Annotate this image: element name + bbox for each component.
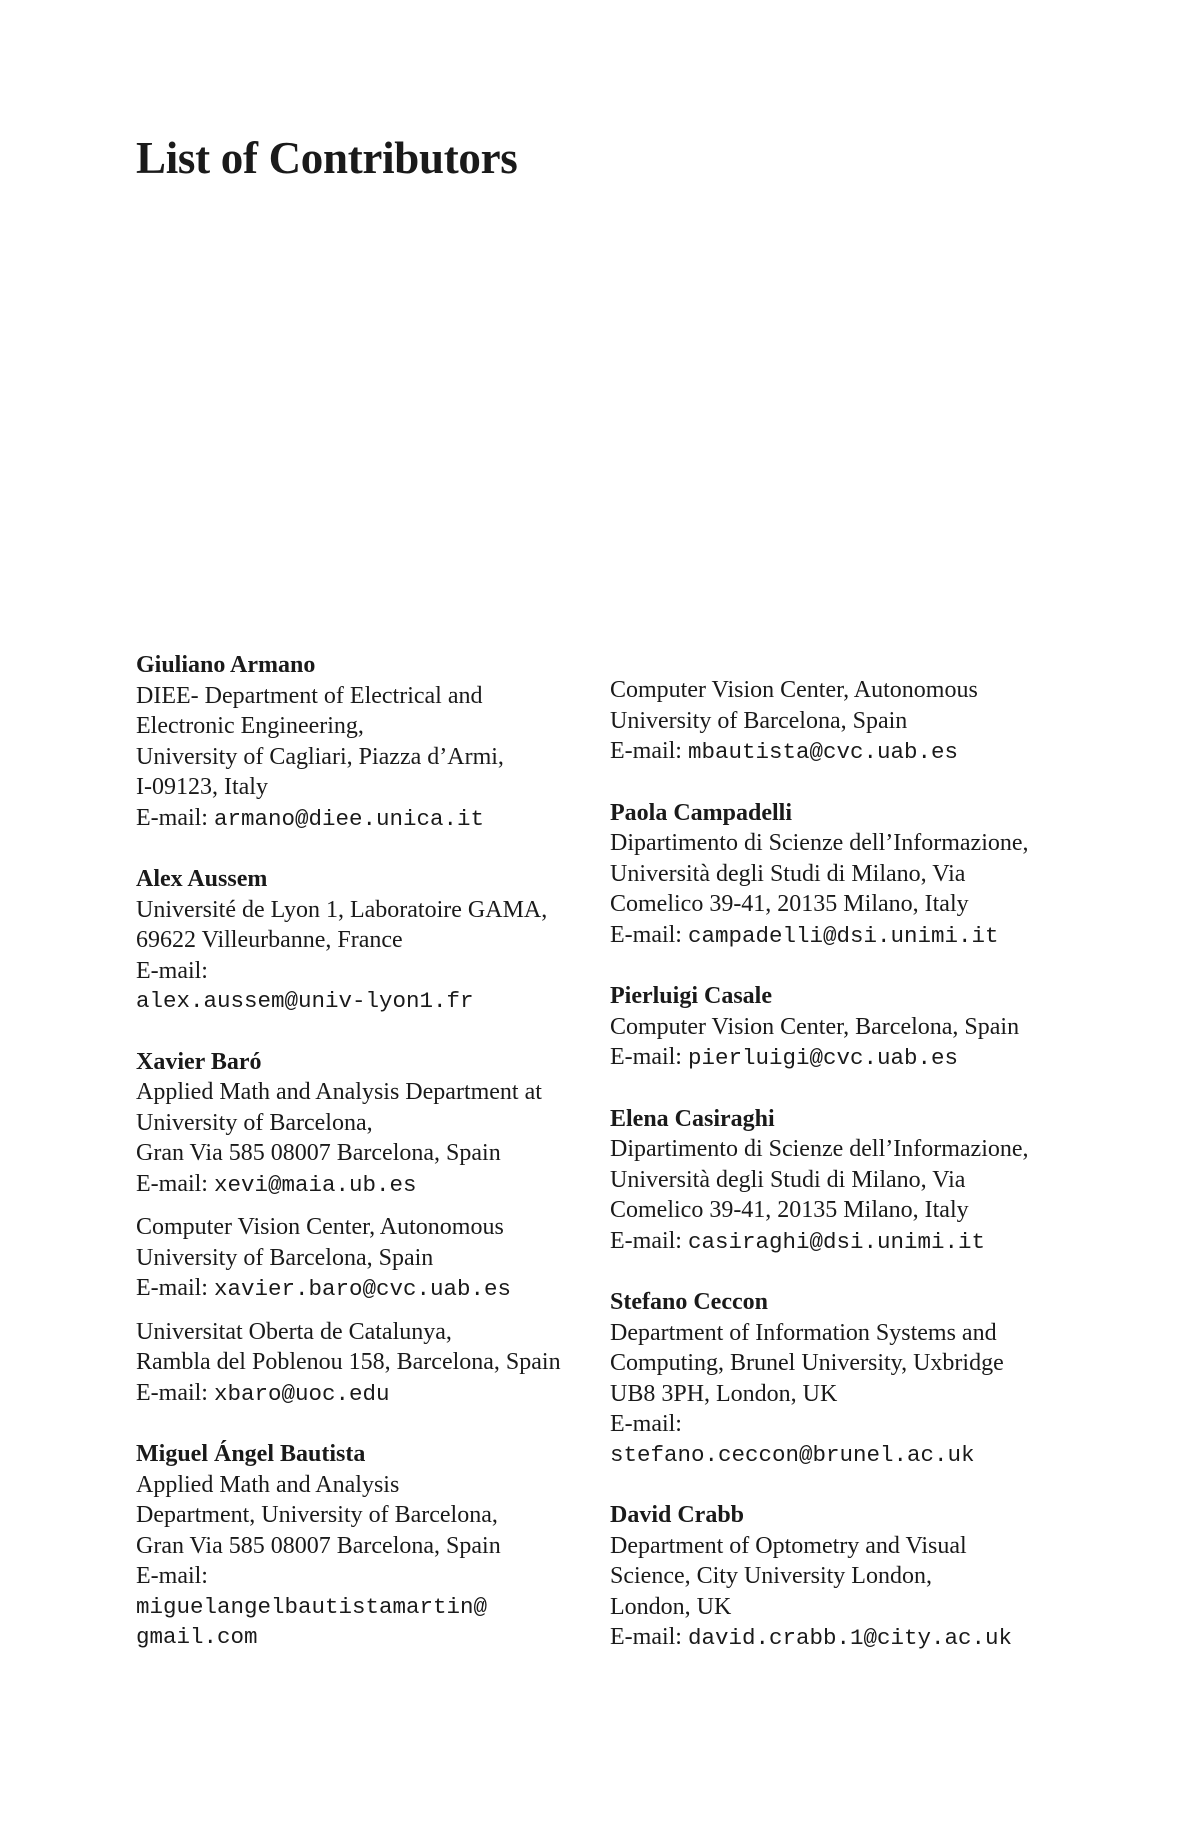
email-address: xevi@maia.ub.es <box>213 1171 417 1198</box>
email-address: casiraghi@dsi.unimi.it <box>687 1228 986 1255</box>
contributor-name: David Crabb <box>610 1502 745 1528</box>
contributor-name: Alex Aussem <box>136 866 268 892</box>
affiliation-line: Comelico 39-41, 20135 Milano, Italy <box>610 1197 969 1223</box>
contributor-name: Elena Casiraghi <box>610 1105 775 1132</box>
affiliation-line: Department, University of Barcelona, <box>136 1502 498 1528</box>
contributor-name: Miguel Ángel Bautista <box>136 1441 366 1467</box>
email-line <box>136 1273 586 1305</box>
contributor-bautista <box>136 1439 586 1653</box>
email-address: pierluigi@cvc.uab.es <box>687 1045 959 1071</box>
right-column <box>610 675 1060 1684</box>
affiliation-line: Dipartimento di Scienze dell’Informazione, <box>610 1136 1029 1162</box>
affiliation-line: Dipartimento di Scienze dell’Informazione, <box>610 830 1029 856</box>
email-line <box>136 1169 586 1201</box>
email-address: miguelangelbautistamartin@ <box>136 1593 488 1620</box>
email-address: mbautista@cvc.uab.es <box>687 739 959 765</box>
email-line <box>610 1226 1060 1258</box>
affiliation-line: University of Cagliari, Piazza d’Armi, <box>136 743 504 770</box>
email-address: armano@diee.unica.it <box>213 805 485 832</box>
contributor-name: Stefano Ceccon <box>610 1289 768 1315</box>
affiliation-line: Gran Via 585 08007 Barcelona, Spain <box>136 1532 501 1559</box>
affiliation-line: Università degli Studi di Milano, Via <box>610 1166 966 1193</box>
affiliation-line: Université de Lyon 1, Laboratoire GAMA, <box>136 896 548 923</box>
email-label: E-mail: <box>610 921 682 948</box>
affiliation-line: Universitat Oberta de Catalunya, <box>136 1318 452 1345</box>
affiliation-line: Comelico 39-41, 20135 Milano, Italy <box>610 891 969 917</box>
email-line <box>136 1378 586 1410</box>
affiliation-line: Gran Via 585 08007 Barcelona, Spain <box>136 1140 501 1166</box>
affiliation-line: University of Barcelona, <box>136 1109 373 1136</box>
affiliation-line: London, UK <box>610 1593 732 1620</box>
affiliation-line: Science, City University London, <box>610 1563 932 1589</box>
email-label: E-mail: <box>610 738 682 764</box>
email-label: E-mail: <box>136 1563 208 1589</box>
contributor-name: Pierluigi Casale <box>610 983 772 1009</box>
contributor-bautista-continued <box>610 675 1060 768</box>
affiliation-line: Department of Optometry and Visual <box>610 1532 967 1559</box>
left-column <box>136 650 586 1683</box>
contributor-casale <box>610 981 1060 1074</box>
email-label: E-mail: <box>610 1227 682 1254</box>
email-address: xbaro@uoc.edu <box>213 1380 390 1407</box>
email-label: E-mail: <box>610 1411 682 1437</box>
affiliation-line: Applied Math and Analysis <box>136 1471 400 1498</box>
page-title: List of Contributors <box>136 133 518 183</box>
affiliation-line: Università degli Studi di Milano, Via <box>610 860 966 887</box>
affiliation-line: Computer Vision Center, Barcelona, Spain <box>610 1013 1020 1040</box>
email-label: E-mail: <box>136 1379 208 1406</box>
affiliation-line: Computing, Brunel University, Uxbridge <box>610 1350 1004 1376</box>
affiliation-line: Computer Vision Center, Autonomous <box>136 1214 504 1240</box>
affiliation-line: DIEE- Department of Electrical and <box>136 682 483 709</box>
affiliation-line: Computer Vision Center, Autonomous <box>610 677 978 703</box>
affiliation-line: 69622 Villeurbanne, France <box>136 927 403 953</box>
affiliation-line: University of Barcelona, Spain <box>610 707 908 734</box>
contributor-name: Giuliano Armano <box>136 652 316 678</box>
affiliation-block <box>136 1212 586 1305</box>
email-address: stefano.ceccon@brunel.ac.uk <box>610 1441 975 1468</box>
affiliation-line: UB8 3PH, London, UK <box>610 1380 838 1407</box>
contributor-aussem <box>136 864 586 1017</box>
email-address: david.crabb.1@city.ac.uk <box>687 1625 1013 1651</box>
email-label: E-mail: <box>610 1044 682 1070</box>
email-label: E-mail: <box>610 1624 682 1650</box>
email-label: E-mail: <box>136 804 208 831</box>
email-line <box>610 736 1060 768</box>
affiliation-block <box>136 1077 586 1200</box>
email-line <box>136 803 586 835</box>
affiliation-line: Department of Information Systems and <box>610 1319 997 1346</box>
contributor-campadelli <box>610 798 1060 952</box>
email-address: gmail.com <box>136 1624 258 1650</box>
contributor-name: Xavier Baró <box>136 1048 262 1075</box>
affiliation-line: Electronic Engineering, <box>136 713 364 739</box>
affiliation-line: University of Barcelona, Spain <box>136 1244 434 1271</box>
contributor-name: Paola Campadelli <box>610 799 793 826</box>
affiliation-line: Applied Math and Analysis Department at <box>136 1079 542 1105</box>
affiliation-line: Rambla del Poblenou 158, Barcelona, Spain <box>136 1349 561 1375</box>
affiliation-line: I-09123, Italy <box>136 774 268 800</box>
email-label: E-mail: <box>136 1275 208 1301</box>
email-label: E-mail: <box>136 957 208 984</box>
email-address: alex.aussem@univ-lyon1.fr <box>136 988 474 1014</box>
contributor-crabb <box>610 1500 1060 1654</box>
email-line <box>610 920 1060 952</box>
email-address: xavier.baro@cvc.uab.es <box>213 1276 512 1302</box>
email-address: campadelli@dsi.unimi.it <box>687 922 999 949</box>
contributor-baro <box>136 1047 586 1410</box>
contributor-ceccon <box>610 1287 1060 1470</box>
contributor-armano <box>136 650 586 834</box>
affiliation-block <box>136 1317 586 1410</box>
email-line <box>610 1042 1060 1074</box>
email-label: E-mail: <box>136 1170 208 1197</box>
contributor-casiraghi <box>610 1104 1060 1258</box>
email-line <box>610 1622 1060 1654</box>
